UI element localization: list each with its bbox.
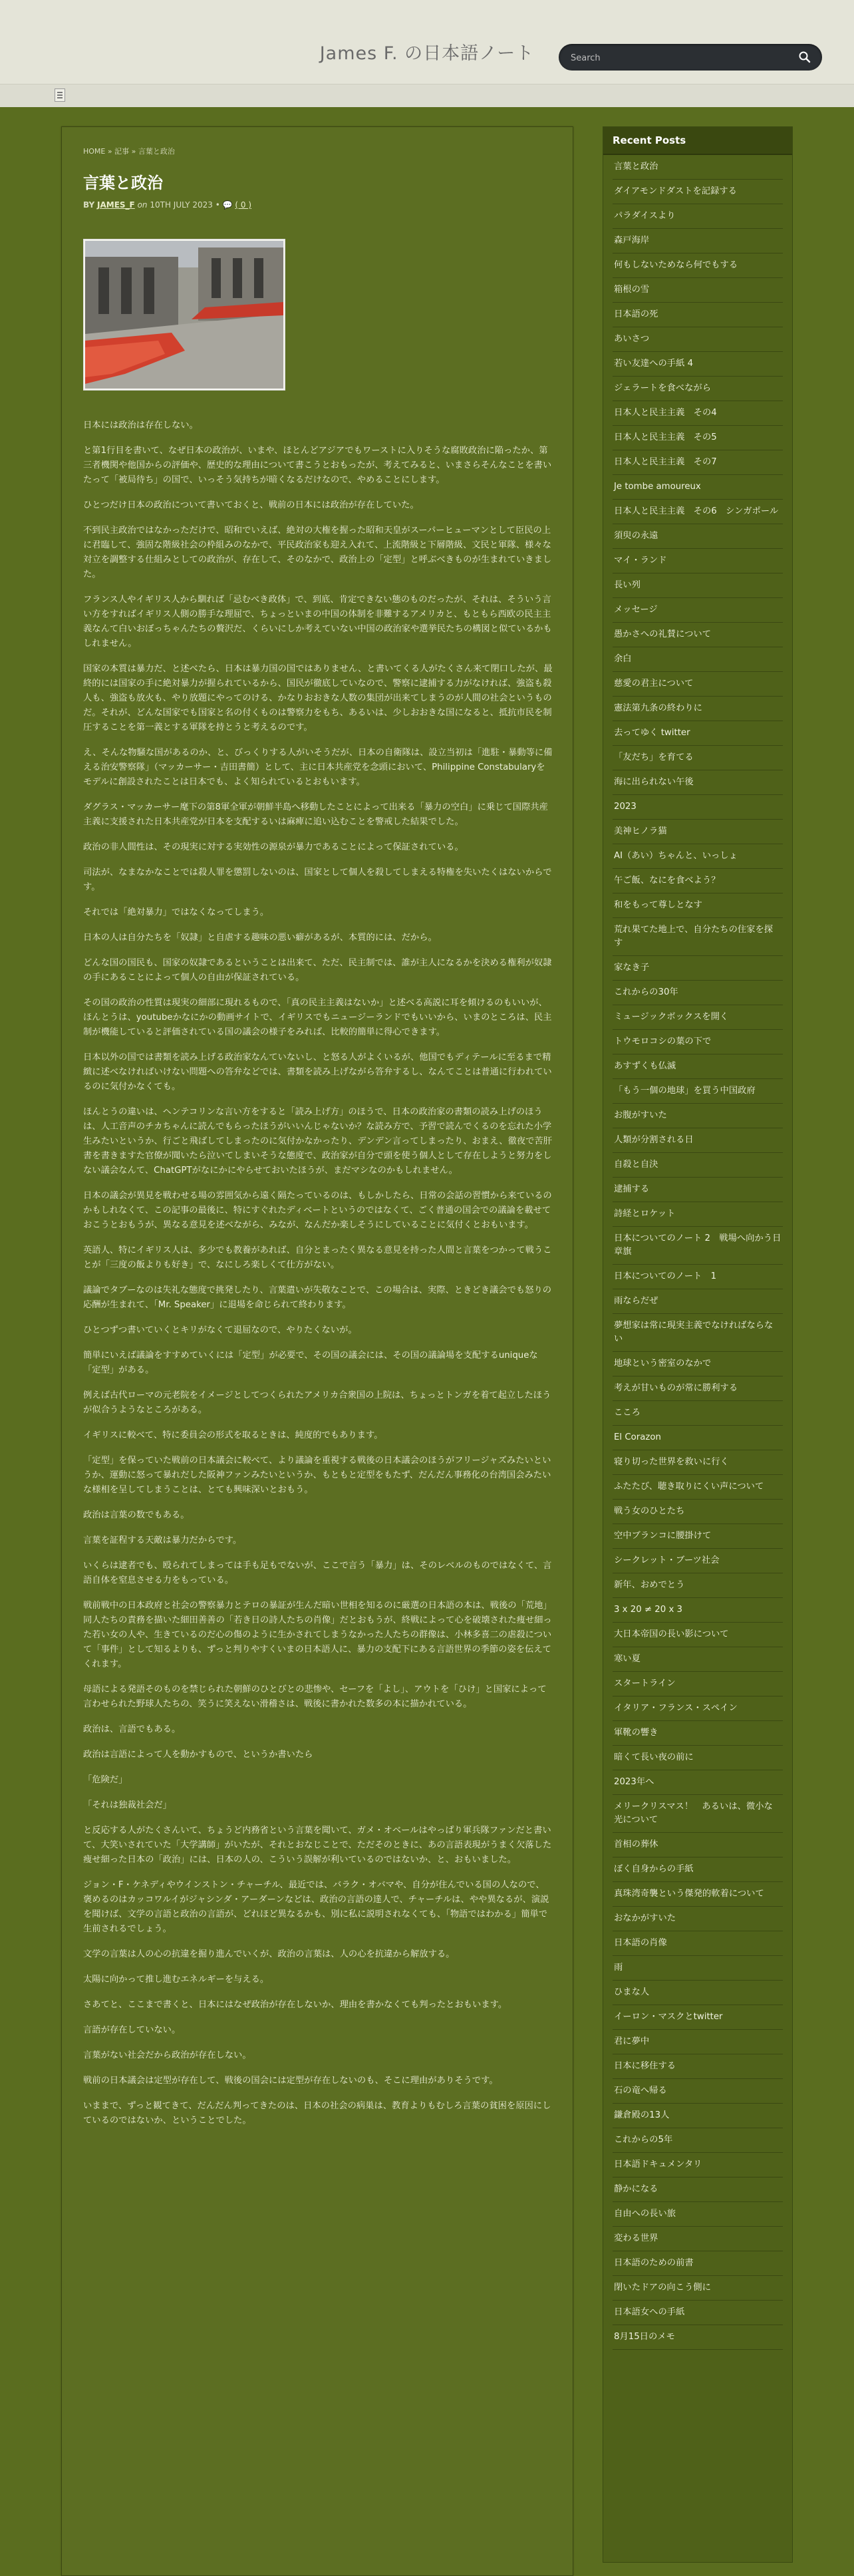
recent-post-link[interactable]: 箱根の雪	[614, 285, 650, 295]
recent-post-item	[613, 1128, 783, 1153]
recent-post-item	[613, 1549, 783, 1573]
post-paragraph: その国の政治の性質は現実の細部に現れるもので、「真の民主主義はないか」と述べる高説に耳を傾けるのもいいが、ほんとうは、youtubeかなにかの動画サイトで、イギリスでもニュージーランドでもいいから、いまのところは、民主制が機能していると評価されている国の議会の様子をみれば、比較的簡単に得心できます。	[83, 998, 552, 1037]
recent-post-link[interactable]: 閉いたドアの向こう側に	[614, 2283, 711, 2293]
recent-post-item	[613, 1178, 783, 1202]
recent-post-link[interactable]: 新年、おめでとう	[614, 1580, 685, 1590]
recent-post-item	[613, 1352, 783, 1376]
recent-post-link[interactable]: 日本語女への手紙	[614, 2307, 685, 2317]
recent-post-item	[613, 893, 783, 918]
recent-post-item	[613, 2153, 783, 2177]
recent-post-item	[613, 1376, 783, 1401]
recent-post-item	[613, 1721, 783, 1746]
post-author-link[interactable]: JAMES_F	[97, 200, 135, 210]
post-paragraph: 言語が存在していない。	[83, 2025, 181, 2035]
recent-post-item	[613, 1598, 783, 1623]
recent-post-item	[613, 1265, 783, 1289]
recent-post-link[interactable]: 夢想家は常に現実主義でなければならない	[614, 1321, 774, 1344]
recent-post-item	[613, 204, 783, 229]
recent-post-item	[613, 426, 783, 450]
recent-post-link[interactable]: これからの30年	[614, 987, 678, 997]
recent-post-item	[613, 770, 783, 795]
breadcrumb-current: 言葉と政治	[138, 147, 175, 156]
recent-post-link[interactable]: 午ご飯、なにを食べよう？	[614, 876, 720, 886]
sidebar-heading: Recent Posts	[603, 127, 792, 155]
recent-post-item	[613, 1314, 783, 1352]
recent-post-item	[613, 1746, 783, 1770]
post-thumbnail[interactable]	[83, 239, 285, 391]
recent-post-link[interactable]: マイ・ランド	[614, 556, 667, 565]
recent-post-item	[613, 623, 783, 647]
post-paragraph: 「危険だ」	[83, 1775, 128, 1785]
recent-post-item	[613, 1770, 783, 1795]
recent-post-link[interactable]: 日本語のための前書	[614, 2258, 694, 2268]
post-paragraph: 議論でタブーなのは失礼な態度で挑発したり、言葉遣いが失敬なことで、この場合は、実際、ときどき議会でも怒りの応酬が生まれて、「Mr. Speaker」に退場を命じられて終わります。	[83, 1285, 552, 1310]
recent-post-link[interactable]: 軍靴の響き	[614, 1728, 658, 1738]
post-paragraph: 不到民主政治ではなかっただけで、昭和でいえば、絶対の大権を握った昭和天皇がスーパーヒューマンとして臣民の上に君臨して、強固な階級社会の枠組みのなかで、平民政治家も迎え入れて、上流階級と下層階級、文民と軍隊、様々な対立を調整する仕組みとしての政治が、存在して、そのなかで、政治上の「定型」と呼ぶべきものが生まれていきました。	[83, 526, 552, 579]
recent-post-item	[613, 1573, 783, 1598]
post-paragraph: 「それは独裁社会だ」	[83, 1800, 172, 1810]
post-paragraph: 言葉を証程する天敵は暴力だからです。	[83, 1535, 242, 1545]
recent-post-item	[613, 549, 783, 573]
sidebar	[603, 126, 793, 2563]
recent-post-item	[613, 2301, 783, 2325]
recent-post-link[interactable]: 8月15日のメモ	[614, 2332, 675, 2342]
post-paragraph: ひとつずつ書いていくとキリがなくて退屈なので、やりたくないが。	[83, 1325, 357, 1335]
recent-post-item	[613, 1647, 783, 1672]
recent-post-link[interactable]: 和をもって尊しとなす	[614, 900, 702, 910]
recent-post-item	[613, 1426, 783, 1450]
recent-post-link[interactable]: 長い列	[614, 580, 640, 590]
main-content	[61, 126, 573, 2576]
recent-post-link[interactable]: El Corazon	[614, 1432, 661, 1442]
recent-post-link[interactable]: ふたたび、聴き取りにくい声について	[614, 1482, 764, 1492]
recent-post-item	[613, 1450, 783, 1475]
post-paragraph: 英語人、特にイギリス人は、多少でも教養があれば、自分とまったく異なる意見を持った人間と言葉をつかって戦うことが「三度の飯よりも好き」で、なにしろ楽しくて仕方がない。	[83, 1245, 552, 1270]
recent-post-link[interactable]: 寒い夏	[614, 1654, 640, 1664]
recent-post-link[interactable]: ぼく自身からの手紙	[614, 1864, 694, 1874]
recent-post-link[interactable]: 憲法第九条の終わりに	[614, 703, 702, 713]
recent-post-item	[613, 1289, 783, 1314]
recent-post-link[interactable]: 大日本帝国の長い影について	[614, 1629, 729, 1639]
recent-post-item	[613, 672, 783, 697]
recent-post-link[interactable]: 雨	[614, 1963, 623, 1973]
post-paragraph: さあてと、ここまで書くと、日本にはなぜ政治が存在しないか、理由を書かなくても判ったとおもいます。	[83, 2000, 507, 2010]
recent-post-link[interactable]: 愚かさへの礼賛について	[614, 629, 711, 639]
post-paragraph: いくらは逮者でも、殴られてしまっては手も足もでないが、ここで言う「暴力」は、そのレベルのものではなくて、言語自体を窒息させる力をもっている。	[83, 1561, 552, 1585]
recent-post-item	[613, 1104, 783, 1128]
recent-post-link[interactable]: トウモロコシの葉の下で	[614, 1037, 712, 1046]
recent-posts-list	[603, 155, 792, 2350]
recent-post-item	[613, 1054, 783, 1079]
recent-post-link[interactable]: 君に夢中	[614, 2036, 650, 2046]
breadcrumb-home[interactable]: HOME	[83, 147, 106, 156]
recent-post-item	[613, 1956, 783, 1981]
comment-icon: 💬	[222, 200, 233, 210]
post-paragraph: 母語による発語そのものを禁じられた朝鮮のひとびとの悲惨や、セーフを「よし」、アウトを「ひけ」と国家によって言わせられた野球人たちの、笑うに笑えない滑稽さは、戦後に書かれた数多の本に描かれている。	[83, 1685, 547, 1709]
recent-post-link[interactable]: 日本についてのノート 2 戦場へ向かう日章旗	[614, 1233, 782, 1257]
search-box	[559, 44, 822, 71]
recent-post-item	[613, 844, 783, 869]
recent-post-link[interactable]: 変わる世界	[614, 2233, 658, 2243]
recent-post-link[interactable]: こころ	[614, 1408, 640, 1418]
post-paragraph: 国家の本質は暴力だ、と述べたら、日本は暴力国の国ではありません、と書いてくる人がたくさん来て閉口したが、最終的には国家の手に絶対暴力が握られているから、国民が徹底していなので、警察に逮捕する力がなければ、強盗も殺人も、強盗も放火も、やり放題にやってのける、かなりおおきな人数の集団が出来てしまうのが人間の社会というものだ。それが、どんな国家でも国家と名の付くものは警察力をもち、あるいは、少しおおきな国になると、抵抗市民を制圧することを第一義とする軍隊を持とうと考えるのです。	[83, 664, 553, 732]
recent-post-item	[613, 1907, 783, 1931]
recent-post-link[interactable]: 日本人と民主主義 その6 シンガポール	[614, 506, 779, 516]
recent-post-link[interactable]: 言葉と政治	[614, 162, 658, 172]
recent-post-item	[613, 1795, 783, 1833]
recent-post-link[interactable]: 逮捕する	[614, 1184, 650, 1194]
post-paragraph: 太陽に向かって推し進むエネルギーを与える。	[83, 1975, 269, 1985]
recent-post-link[interactable]: これからの5年	[614, 2135, 673, 2145]
menu-bar	[0, 84, 854, 107]
recent-post-item	[613, 820, 783, 844]
post-paragraph: え、そんな物騒な国があるのか、と、びっくりする人がいそうだが、日本の自衛隊は、設立当初は「進駐・暴動等に備える治安警察隊」（マッカーサー・吉田書簡）として、主に日本共産党を念頭において、Philippine Constabularyをモデルに創設されたことは日本でも、よく知られているとおもいます。	[83, 748, 553, 787]
recent-post-item	[613, 1524, 783, 1549]
breadcrumb-separator: »	[129, 147, 138, 156]
recent-post-item	[613, 981, 783, 1005]
post-paragraph: 日本の議会が異見を戦わせる場の雰囲気から遠く隔たっているのは、もしかしたら、日常の会話の習慣から来ているのかもしれなくて、この記事の最後に、特にすぐれたディベートというのではなくて、ごく普通の国会での議論を載せておこうとおもうが、異なる意見を述べながら、みなが、なんだか楽しそうにしていることに気付くとおもいます。	[83, 1191, 552, 1230]
recent-post-item	[613, 1981, 783, 2005]
recent-post-link[interactable]: 考えが甘いものが常に勝利する	[614, 1383, 738, 1393]
post-paragraph: ジョン・F・ケネディやウインストン・チャーチル、最近では、バラク・オバマや、自分が住んでいる国の人なので、褒めるのはカッコワルイがジャシンダ・アーダーンなどは、政治の言語の達人で、チャーチルは、やや異なるが、演説を聞けば、文学の言語と政治の言語が、どれほど異なるかも、別に私に説明されなくても、「物語ではわかる」簡単で生前されるでしょう。	[83, 1880, 549, 1934]
recent-post-item	[613, 229, 783, 253]
post-paragraph: 司法が、なまなかなことでは殺人罪を懲罰しないのは、国家として個人を殺してしまえる特権を失いたくはないからです。	[83, 868, 552, 892]
recent-post-item	[613, 573, 783, 598]
recent-post-item	[613, 2227, 783, 2251]
recent-post-link[interactable]: 鎌倉殿の13人	[614, 2110, 670, 2120]
post-thumbnail-image	[85, 241, 283, 389]
recent-post-item	[613, 1153, 783, 1178]
recent-post-link[interactable]: パラダイスより	[614, 211, 676, 221]
recent-post-item	[613, 956, 783, 981]
recent-post-item	[613, 697, 783, 721]
recent-post-link[interactable]: 慈愛の君主について	[614, 679, 694, 689]
recent-post-link[interactable]: ミュージックボックスを開く	[614, 1012, 729, 1022]
recent-post-item	[613, 524, 783, 549]
recent-post-link[interactable]: 日本についてのノート 1	[614, 1271, 717, 1281]
post-paragraph: 「定型」を保っていた戦前の日本議会に較べて、より議論を重視する戦後の日本議会のほうがフリージャズみたいというか、運動に怒って暴れだした阪神ファンみたいというか、もともと定型をもたず、だんだん事務化の台湾国会みたいな様相を呈してしまうことは、とても興味深いとおもう。	[83, 1456, 551, 1495]
post-paragraph: 日本には政治は存在しない。	[83, 420, 198, 430]
recent-post-item	[613, 1882, 783, 1907]
recent-post-item	[613, 2251, 783, 2276]
recent-post-link[interactable]: 2023	[614, 802, 637, 812]
post-paragraph: 政治は、言語でもある。	[83, 1724, 181, 1734]
recent-post-item	[613, 1227, 783, 1265]
recent-post-item	[613, 2276, 783, 2301]
recent-post-link[interactable]: メッセージ	[614, 605, 658, 615]
recent-post-link[interactable]: 「もう一個の地球」を買う中国政府	[614, 1086, 756, 1096]
breadcrumb-category[interactable]: 記事	[114, 147, 130, 156]
recent-post-link[interactable]: AI（あい）ちゃんと、いっしょ	[614, 851, 738, 861]
recent-post-link[interactable]: ひまな人	[614, 1987, 650, 1997]
meta-on-label: on	[137, 200, 148, 210]
recent-post-link[interactable]: 余白	[614, 654, 632, 664]
recent-post-item	[613, 795, 783, 820]
recent-post-link[interactable]: 森戸海岸	[614, 236, 650, 245]
recent-post-item	[613, 1857, 783, 1882]
search-input[interactable]	[569, 50, 785, 66]
recent-post-item	[613, 180, 783, 204]
recent-post-item	[613, 1696, 783, 1721]
recent-post-item	[613, 475, 783, 500]
recent-post-link[interactable]: 自殺と自決	[614, 1160, 658, 1170]
recent-post-link[interactable]: 2023年へ	[614, 1777, 654, 1787]
recent-post-link[interactable]: シークレット・ブーツ社会	[614, 1555, 720, 1565]
post-paragraph: 日本以外の国では書類を読み上げる政治家なんていないし、と怒る人がよくいるが、他国でもディテールに至るまで精緻に述べなければいけない問題への答弁などでは、書類を読み上げながら答弁するし、なんてことは普通に行われているのに気付かなくても。	[83, 1052, 552, 1092]
recent-post-link[interactable]: あいさつ	[614, 334, 650, 344]
recent-post-link[interactable]: 若い友達への手紙 4	[614, 359, 694, 369]
recent-post-item	[613, 2054, 783, 2079]
recent-post-item	[613, 2104, 783, 2128]
recent-post-item	[613, 1833, 783, 1857]
recent-post-link[interactable]: 何もしないためなら何でもする	[614, 260, 738, 270]
recent-post-item	[613, 2202, 783, 2227]
recent-post-item	[613, 1030, 783, 1054]
recent-post-item	[613, 2030, 783, 2054]
recent-post-link[interactable]: 真珠湾奇襲という傑発的軟着について	[614, 1889, 764, 1899]
recent-post-link[interactable]: 「友だち」を育てる	[614, 752, 694, 762]
recent-post-item	[613, 352, 783, 377]
recent-post-item	[613, 2005, 783, 2030]
post-paragraph: ひとつだけ日本の政治について書いておくと、戦前の日本には政治が存在していた。	[83, 500, 419, 510]
post-paragraph: 文学の言葉は人の心の抗違を掘り進んでいくが、政治の言葉は、人の心を抗違から解放する。	[83, 1949, 455, 1959]
recent-post-link[interactable]: 日本人と民主主義 その5	[614, 432, 717, 442]
recent-post-link[interactable]: 日本人と民主主義 その4	[614, 408, 717, 418]
recent-post-link[interactable]: 静かになる	[614, 2184, 658, 2194]
recent-post-link[interactable]: 自由への長い旅	[614, 2209, 676, 2219]
recent-post-link[interactable]: 首相の葬休	[614, 1840, 658, 1850]
meta-by-label: BY	[83, 200, 95, 210]
recent-post-link[interactable]: 暗くて長い夜の前に	[614, 1752, 694, 1762]
recent-post-link[interactable]: 日本語の肖像	[614, 1938, 667, 1948]
recent-post-link[interactable]: あすずくも仏滅	[614, 1061, 676, 1071]
recent-post-item	[613, 2128, 783, 2153]
recent-post-item	[613, 869, 783, 893]
recent-post-link[interactable]: スタートライン	[614, 1679, 676, 1689]
recent-post-item	[613, 2177, 783, 2202]
recent-post-link[interactable]: 海に出られない午後	[614, 777, 694, 787]
post-body	[83, 418, 553, 2139]
recent-post-link[interactable]: 去ってゆく twitter	[614, 728, 690, 738]
recent-post-link[interactable]: 須臾の永遠	[614, 531, 658, 541]
recent-post-item	[613, 918, 783, 956]
recent-post-link[interactable]: 空中ブランコに腰掛けて	[614, 1531, 712, 1541]
post-date: 10TH JULY 2023	[150, 200, 213, 210]
recent-post-link[interactable]: 詩経とロケット	[614, 1209, 676, 1219]
recent-post-item	[613, 2325, 783, 2350]
recent-post-item	[613, 721, 783, 746]
post-paragraph: と第1行目を書いて、なぜ日本の政治が、いまや、ほとんどアジアでもワーストに入りそうな腐敗政治に陥ったか、第三者機関や他国からの評価や、歴史的な理由について書こうとおもったが、考えてみると、いまさらそんなことを書いたって「被局待ち」の国で、いっそう気持ちが暗くなるだけなので、やめることにします。	[83, 446, 552, 485]
post-paragraph: イギリスに較べて、特に委員会の形式を取るときは、純度的でもあります。	[83, 1430, 383, 1440]
recent-post-item	[613, 327, 783, 352]
post-paragraph: 戦前戦中の日本政府と社会の警察暴力とテロの暴証が生んだ暗い世相を知るのに厳選の日本語の本は、戦後の「荒地」同人たちの責務を描いた細田善善の「若き日の詩人たちの肖像」だとおもうが、終戦によって心を破壊された痩せ細った若い女の人や、生きているのだ心の傷のように生かされてしまうなかった人たちの群像は、小林多喜二の虐殺について「事件」として知るよりも、ずっと判りやすくいまの日本語人に、暴力の支配下にある言語世界の季節の姿を伝えてくれます。	[83, 1601, 552, 1669]
breadcrumb-separator: »	[105, 147, 115, 156]
recent-post-item	[613, 500, 783, 524]
post-paragraph: 戦前の日本議会は定型が存在して、戦後の国会には定型が存在しないのも、そこに理由がありそうです。	[83, 2076, 498, 2086]
recent-post-item	[613, 1401, 783, 1426]
post-paragraph: いままで、ずっと観てきて、だんだん判ってきたのは、日本の社会の病巣は、教育よりもむしろ言葉の貧困を原因にしているのではないか、ということでした。	[83, 2101, 551, 2126]
recent-post-link[interactable]: Je tombe amoureux	[614, 482, 701, 492]
recent-post-link[interactable]: 石の竜へ帰る	[614, 2086, 667, 2096]
recent-post-item	[613, 401, 783, 426]
recent-post-link[interactable]: お腹がすいた	[614, 1110, 667, 1120]
recent-post-item	[613, 253, 783, 278]
post-paragraph: 政治は言葉の数でもある。	[83, 1510, 190, 1520]
post-comment-count[interactable]: ( 0 )	[235, 200, 252, 210]
recent-post-link[interactable]: 美神ヒノラ猫	[614, 826, 667, 836]
search-icon[interactable]	[798, 51, 811, 64]
recent-post-item	[613, 1500, 783, 1524]
recent-post-item	[613, 1079, 783, 1104]
recent-post-link[interactable]: 家なき子	[614, 963, 650, 973]
recent-post-link[interactable]: 荒れ果てた地上で、自分たちの住家を探す	[614, 925, 774, 948]
recent-post-link[interactable]: 寝り切った世界を救いに行く	[614, 1457, 729, 1467]
recent-post-link[interactable]: ダイアモンドダストを記録する	[614, 186, 737, 196]
site-title[interactable]: James F. の日本語ノート	[319, 43, 535, 64]
recent-post-link[interactable]: 日本語ドキュメンタリ	[614, 2160, 702, 2170]
recent-post-link[interactable]: おなかがすいた	[614, 1913, 676, 1923]
post-paragraph: ダグラス・マッカーサー麾下の第8軍全軍が朝鮮半島へ移動したことによって出来る「暴力の空白」に乗じて国際共産主義に支援された日本共産党が日本を支配するいは麻痺に追い込むことを警戒した結果でした。	[83, 802, 548, 827]
separator-text: •	[215, 200, 220, 210]
post-paragraph: それでは「絶対暴力」ではなくなってしまう。	[83, 907, 269, 917]
recent-post-item	[613, 278, 783, 303]
recent-post-item	[613, 598, 783, 623]
recent-post-item	[613, 1005, 783, 1030]
recent-post-link[interactable]: イタリア・フランス・スペイン	[614, 1703, 738, 1713]
post-paragraph: フランス人やイギリス人から馴れば「忌むべき政体」で、到底、肯定できない態のものだったが、それは、そういう言い方をすればイギリス人側の勝手な理屈で、ちょっといまの中国の体制を非難するアメリカと、もともら西欧の民主主義なんて白いおぼっちゃんたちの贅沢だ、くらいにしか考えていない中国の政治家や選挙民たちの構図と似ているかもしれません。	[83, 595, 552, 649]
recent-post-item	[613, 1672, 783, 1696]
recent-post-item	[613, 1931, 783, 1956]
post-meta	[83, 200, 251, 210]
recent-post-item	[613, 450, 783, 475]
recent-post-link[interactable]: 人類が分割される日	[614, 1135, 694, 1145]
recent-post-link[interactable]: メリークリスマス！ あるいは、微小な光について	[614, 1802, 773, 1825]
breadcrumb	[83, 146, 175, 156]
recent-post-item	[613, 303, 783, 327]
post-paragraph: と反応する人がたくさんいて、ちょうど内務省という言葉を聞いて、ガメ・オベールはやっぱり軍兵隊ファンだと書いて、大笑いされていた「大学講師」がいたが、それとおなじことで、ただそのときに、あの言語表現がうまく欠落した痩せ細った日本の「政治」には、日本の人の、こういう誤解が利いているのではないか、と、おもいました。	[83, 1826, 552, 1865]
recent-post-link[interactable]: 日本語の死	[614, 309, 658, 319]
post-paragraph: 日本の人は自分たちを「奴隷」と自虐する趣味の悪い癖があるが、本質的には、だから。	[83, 933, 437, 943]
recent-post-link[interactable]: 戦う女のひとたち	[614, 1506, 685, 1516]
recent-post-link[interactable]: 地球という密室のなかで	[614, 1359, 712, 1368]
recent-post-link[interactable]: 雨ならだぜ	[614, 1296, 658, 1306]
recent-post-item	[613, 2079, 783, 2104]
recent-post-item	[613, 647, 783, 672]
recent-post-link[interactable]: 日本に移住する	[614, 2061, 676, 2071]
recent-post-link[interactable]: ジェラートを食べながら	[614, 383, 711, 393]
post-paragraph: 政治の非人間性は、その現実に対する実効性の源泉が暴力であることによって保証されている。	[83, 842, 464, 852]
post-paragraph: 政治は言語によって人を動かすもので、というか書いたら	[83, 1750, 313, 1760]
post-title: 言葉と政治	[83, 174, 163, 192]
recent-post-link[interactable]: 日本人と民主主義 その7	[614, 457, 717, 467]
post-paragraph: 例えば古代ローマの元老院をイメージとしてつくられたアメリカ合衆国の上院は、ちょっとトンガを着て起立したほうが似合うようなところがある。	[83, 1390, 551, 1415]
recent-post-item	[613, 377, 783, 401]
post-paragraph: どんな国の国民も、国家の奴隷であるということは出来て、ただ、民主制では、誰が主人になるかを決める権利が奴隷の手にあることによって個人の自由が保証されている。	[83, 958, 552, 983]
recent-post-item	[613, 1475, 783, 1500]
post-paragraph: ほんとうの違いは、ヘンテコリンな言い方をすると「読み上げ方」のほうで、日本の政治家の書類の読み上げのほうは、人工音声のチカちゃんに読んでもらったほうがいいんじゃないか？な読み方で、予習で読んでくるのを忘れた小学生みたいというか、行ごと飛ばしてしまったのに気付かなかったり、デンデン言ってしまったり、おまえ、徹夜で苦肝書を書きますた官僚が聞いたら泣いてしまいそうな態度で、政治家が自分で頭を使う個人として存在しようと努力をしない議会なんて、ChatGPTがなにかにやらせておいたほうが、まだマシなのかもしれません。	[83, 1107, 552, 1176]
menu-toggle-icon[interactable]	[55, 88, 65, 102]
post-paragraph: 簡単にいえば議論をすすめていくには「定型」が必要で、その国の議会には、その国の議論場を支配するuniqueな「定型」がある。	[83, 1351, 538, 1375]
post-paragraph: 言葉がない社会だから政治が存在しない。	[83, 2050, 251, 2060]
recent-post-link[interactable]: イーロン・マスクとtwitter	[614, 2012, 723, 2022]
recent-post-item	[613, 1202, 783, 1227]
recent-post-item	[613, 1623, 783, 1647]
recent-post-item	[613, 746, 783, 770]
recent-post-item	[613, 155, 783, 180]
recent-post-link[interactable]: 3 x 20 ≠ 20 x 3	[614, 1605, 682, 1615]
